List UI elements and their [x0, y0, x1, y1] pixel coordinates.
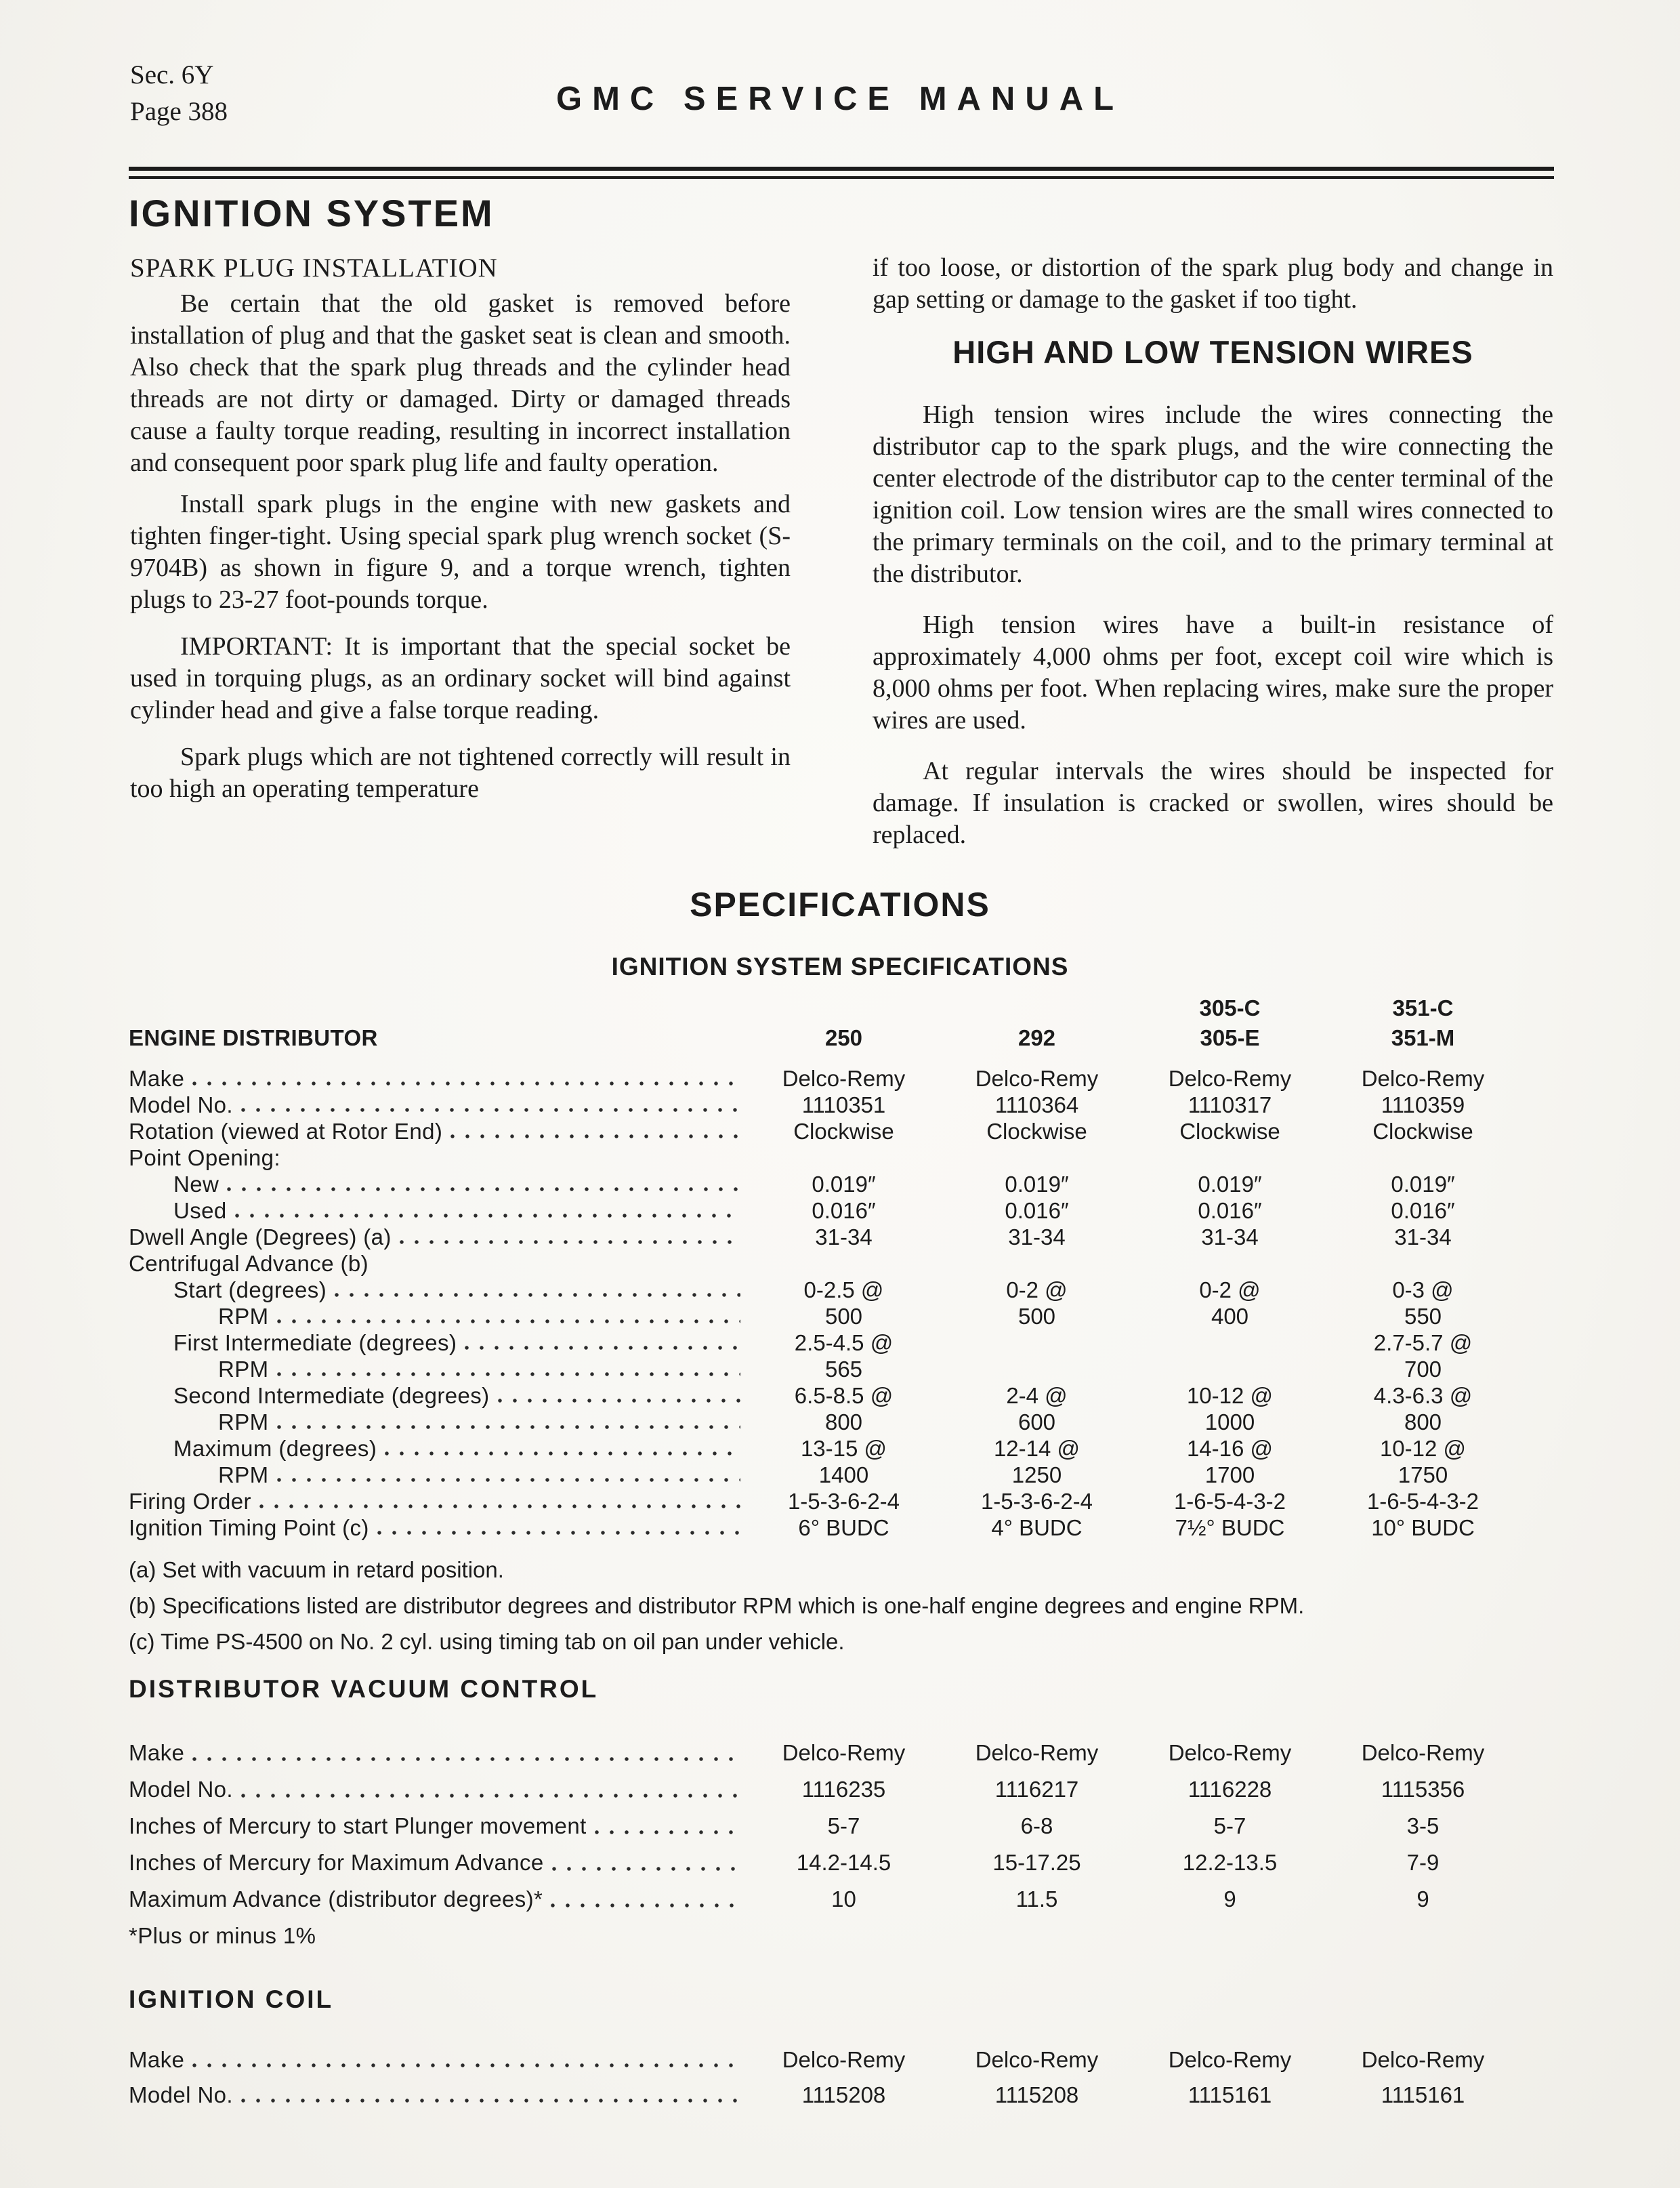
footnote: (b) Specifications listed are distributor degrees and distributor RPM which is one-half engine degrees and engine RPM. [129, 1593, 1305, 1618]
row-label: Point Opening: [129, 1145, 280, 1170]
cell-value [1133, 1250, 1326, 1277]
cell-value: 550 [1404, 1304, 1442, 1329]
table-row [129, 1092, 1551, 1118]
column-header: 250 [824, 1025, 863, 1050]
row-label: Used [173, 1198, 227, 1223]
paragraph: Be certain that the old gasket is removed before installation of plug and that the gasket seat is clean and smooth. Also check that the spark plug threads and the cylinder head threads are not dirty or damaged. Dirty or damaged threads cause a faulty torque reading, resulting in incorrect installation and consequent poor spark plug life and faulty operation. [130, 289, 791, 477]
row-label: Rotation (viewed at Rotor End) [129, 1119, 443, 1144]
row-label: Make [129, 2047, 185, 2072]
row-label: RPM [218, 1304, 269, 1329]
spec-table-header-row-bottom [129, 1025, 1551, 1051]
dot-leader [241, 1108, 740, 1112]
table-row [129, 1144, 1551, 1171]
table-row [129, 2042, 1551, 2078]
cell-value: Delco-Remy [1361, 2047, 1485, 2072]
cell-value: Delco-Remy [975, 2047, 1099, 2072]
column-header [747, 995, 940, 1021]
column-header: 351-C [1392, 995, 1454, 1020]
cell-value: 11.5 [1015, 1886, 1058, 1912]
cell-value: Delco-Remy [975, 1066, 1099, 1091]
cell-value: 1110359 [1381, 1092, 1465, 1117]
cell-value: Clockwise [1372, 1119, 1473, 1144]
cell-value: 31-34 [1008, 1224, 1066, 1250]
dot-leader [277, 1425, 740, 1429]
row-label: RPM [218, 1409, 269, 1434]
cell-value: 9 [1223, 1886, 1236, 1912]
cell-value [1133, 1144, 1326, 1171]
cell-value: 0.019″ [1198, 1172, 1262, 1197]
cell-value: 0-3 @ [1392, 1277, 1454, 1302]
table-row [129, 1277, 1551, 1303]
dot-leader [259, 1504, 740, 1508]
cell-value: Clockwise [1179, 1119, 1280, 1144]
cell-value: Delco-Remy [1168, 2047, 1292, 2072]
row-label: Centrifugal Advance (b) [129, 1251, 369, 1276]
vacuum-control-table [129, 1735, 1551, 1954]
cell-value: 10° BUDC [1371, 1515, 1475, 1540]
cell-value [940, 1144, 1133, 1171]
cell-value [1133, 1356, 1326, 1382]
row-label: Inches of Mercury to start Plunger movement [129, 1813, 587, 1838]
footnote: (c) Time PS-4500 on No. 2 cyl. using timing tab on oil pan under vehicle. [129, 1629, 845, 1654]
dot-leader [552, 1867, 740, 1871]
dot-leader [385, 1451, 740, 1456]
cell-value: 6.5-8.5 @ [794, 1383, 894, 1408]
row-label: *Plus or minus 1% [129, 1923, 316, 1948]
dot-leader [277, 1372, 740, 1376]
dot-leader [400, 1240, 740, 1244]
cell-value: 1116217 [994, 1777, 1079, 1802]
paragraph: High tension wires have a built-in resistance of approximately 4,000 ohms per foot, except coil wire which is 8,000 ohms per foot. When replacing wires, make sure the proper wires are used. [873, 611, 1553, 735]
dot-leader [192, 2063, 740, 2067]
cell-value: Delco-Remy [782, 2047, 906, 2072]
cell-value: 12.2-13.5 [1182, 1850, 1278, 1875]
cell-value: 9 [1416, 1886, 1429, 1912]
row-label: Model No. [129, 2082, 234, 2107]
row-label: Maximum Advance (distributor degrees)* [129, 1886, 543, 1912]
cell-value: 14-16 @ [1186, 1436, 1274, 1461]
table-row [129, 1250, 1551, 1277]
row-label: Make [129, 1740, 185, 1765]
cell-value: 1000 [1204, 1409, 1255, 1434]
cell-value: 1-5-3-6-2-4 [787, 1489, 900, 1514]
footnote: (a) Set with vacuum in retard position. [129, 1557, 504, 1582]
table-row [129, 1303, 1551, 1329]
dot-leader [335, 1293, 740, 1297]
cell-value [1133, 1329, 1326, 1356]
column-header: 351-M [1391, 1025, 1455, 1050]
specifications-title: SPECIFICATIONS [690, 886, 990, 924]
row-label: Second Intermediate (degrees) [173, 1383, 490, 1408]
table-row [129, 1735, 1551, 1771]
dot-leader [498, 1399, 740, 1403]
cell-value: 0.016″ [812, 1198, 876, 1223]
cell-value: 1110317 [1188, 1092, 1272, 1117]
row-label: Inches of Mercury for Maximum Advance [129, 1850, 544, 1875]
cell-value: Delco-Remy [1168, 1740, 1292, 1765]
cell-value: 1700 [1204, 1462, 1255, 1487]
cell-value: 0.016″ [1391, 1198, 1455, 1223]
spark-plug-installation-heading: SPARK PLUG INSTALLATION [130, 253, 498, 283]
cell-value: 2-4 @ [1006, 1383, 1068, 1408]
table-row [129, 1435, 1551, 1462]
paragraph: IMPORTANT: It is important that the special socket be used in torquing plugs, as an ordinary socket will bind against cylinder head and give a false torque reading. [130, 632, 791, 724]
row-label: Model No. [129, 1777, 234, 1802]
table-row [129, 1197, 1551, 1224]
row-label: Dwell Angle (Degrees) (a) [129, 1224, 392, 1250]
dot-leader [227, 1187, 740, 1191]
cell-value: 0.016″ [1005, 1198, 1069, 1223]
row-label: RPM [218, 1462, 269, 1487]
row-label: Model No. [129, 1092, 234, 1117]
cell-value: Clockwise [793, 1119, 894, 1144]
column-header [940, 995, 1133, 1021]
cell-value: 400 [1211, 1304, 1249, 1329]
paragraph: Spark plugs which are not tightened correctly will result in too high an operating temperature [130, 743, 791, 803]
cell-value: 0-2 @ [1199, 1277, 1261, 1302]
dot-leader [551, 1903, 740, 1907]
cell-value [1326, 1918, 1519, 1954]
dot-leader [277, 1319, 740, 1323]
row-label: RPM [218, 1357, 269, 1382]
cell-value: 7½° BUDC [1175, 1515, 1285, 1540]
specifications-subtitle: IGNITION SYSTEM SPECIFICATIONS [611, 953, 1069, 981]
cell-value [940, 1918, 1133, 1954]
cell-value: 5-7 [827, 1813, 860, 1838]
table-row [129, 1224, 1551, 1250]
row-label: New [173, 1172, 219, 1197]
ignition-spec-table [129, 1065, 1551, 1541]
header-rule-top [129, 167, 1554, 171]
cell-value [747, 1918, 940, 1954]
cell-value: 13-15 @ [800, 1436, 887, 1461]
table-row [129, 1329, 1551, 1356]
cell-value [940, 1250, 1133, 1277]
table-row [129, 1409, 1551, 1435]
dot-leader [241, 2099, 740, 2103]
cell-value: 500 [1017, 1304, 1056, 1329]
table-row [129, 1118, 1551, 1144]
table-row [129, 1356, 1551, 1382]
cell-value: 4.3-6.3 @ [1373, 1383, 1473, 1408]
cell-value: 10-12 @ [1379, 1436, 1467, 1461]
column-header: 305-E [1200, 1025, 1260, 1050]
cell-value: 14.2-14.5 [796, 1850, 891, 1875]
left-column [130, 252, 791, 814]
row-label: Firing Order [129, 1489, 251, 1514]
paragraph: Install spark plugs in the engine with new gaskets and tighten finger-tight. Using special spark plug wrench socket (S-9704B) as shown in figure 9, and a torque wrench, tighten plugs to 23-27 foot-pounds torque. [130, 490, 791, 614]
cell-value: 7-9 [1406, 1850, 1440, 1875]
cell-value: 5-7 [1213, 1813, 1246, 1838]
cell-value: 500 [824, 1304, 863, 1329]
cell-value: 3-5 [1406, 1813, 1440, 1838]
table-row [129, 1844, 1551, 1881]
dot-leader [235, 1214, 740, 1218]
dot-leader [277, 1478, 740, 1482]
row-label: Ignition Timing Point (c) [129, 1515, 369, 1540]
cell-value: 1-6-5-4-3-2 [1173, 1489, 1286, 1514]
cell-value: 2.7-5.7 @ [1373, 1330, 1473, 1355]
cell-value: 31-34 [1201, 1224, 1259, 1250]
cell-value: Delco-Remy [1168, 1066, 1292, 1091]
table-row [129, 1881, 1551, 1918]
cell-value: 0-2.5 @ [803, 1277, 884, 1302]
cell-value: 800 [1404, 1409, 1442, 1434]
page-number-label: Page 388 [130, 97, 228, 126]
dot-leader [192, 1081, 740, 1086]
cell-value: 1-6-5-4-3-2 [1366, 1489, 1479, 1514]
cell-value: 0-2 @ [1006, 1277, 1068, 1302]
cell-value: 1400 [818, 1462, 869, 1487]
table-row [129, 1808, 1551, 1844]
cell-value: 0.019″ [1005, 1172, 1069, 1197]
cell-value: 12-14 @ [993, 1436, 1080, 1461]
cell-value: 1116228 [1188, 1777, 1272, 1802]
cell-value: 6° BUDC [798, 1515, 889, 1540]
cell-value: 1116235 [801, 1777, 886, 1802]
cell-value: 1750 [1398, 1462, 1448, 1487]
cell-value: 1115161 [1381, 2082, 1465, 2107]
spec-table-header-row-top [129, 995, 1551, 1021]
column-header: 292 [1017, 1025, 1056, 1050]
cell-value: 2.5-4.5 @ [794, 1330, 894, 1355]
table-row [129, 1065, 1551, 1092]
cell-value: 1115208 [801, 2082, 886, 2107]
cell-value: 0.016″ [1198, 1198, 1262, 1223]
row-label: First Intermediate (degrees) [173, 1330, 457, 1355]
cell-value: 15-17.25 [992, 1850, 1081, 1875]
table-row [129, 1171, 1551, 1197]
cell-value [1133, 1918, 1326, 1954]
dot-leader [595, 1830, 740, 1834]
cell-value: 4° BUDC [991, 1515, 1083, 1540]
right-column [873, 252, 1553, 870]
dot-leader [241, 1794, 740, 1798]
cell-value: 10-12 @ [1186, 1383, 1274, 1408]
row-label: Make [129, 1066, 185, 1091]
cell-value: 31-34 [815, 1224, 873, 1250]
dot-leader [465, 1346, 740, 1350]
engine-distributor-header: ENGINE DISTRIBUTOR [129, 1025, 378, 1050]
table-row [129, 1488, 1551, 1514]
cell-value [940, 1329, 1133, 1356]
tension-wires-heading: HIGH AND LOW TENSION WIRES [952, 334, 1473, 370]
cell-value: 1115208 [994, 2082, 1079, 2107]
cell-value: 0.019″ [812, 1172, 876, 1197]
cell-value: 1110351 [801, 1092, 886, 1117]
row-label: Start (degrees) [173, 1277, 327, 1302]
cell-value [747, 1144, 940, 1171]
vacuum-control-heading: DISTRIBUTOR VACUUM CONTROL [129, 1675, 599, 1703]
manual-title: GMC SERVICE MANUAL [555, 81, 1125, 117]
paragraph: At regular intervals the wires should be inspected for damage. If insulation is cracked or swollen, wires should be replaced. [873, 757, 1553, 849]
cell-value: Delco-Remy [1361, 1066, 1485, 1091]
chapter-title: IGNITION SYSTEM [129, 192, 495, 234]
table-row [129, 1771, 1551, 1808]
table-row [129, 1514, 1551, 1541]
table-row [129, 1918, 1551, 1954]
cell-value [1326, 1250, 1519, 1277]
section-label: Sec. 6Y [130, 60, 214, 89]
column-header: 305-C [1199, 995, 1261, 1020]
table-row [129, 2078, 1551, 2113]
cell-value: 10 [831, 1886, 856, 1912]
cell-value: Delco-Remy [782, 1066, 906, 1091]
cell-value: Delco-Remy [782, 1740, 906, 1765]
cell-value: 1110364 [994, 1092, 1079, 1117]
cell-value: 600 [1017, 1409, 1056, 1434]
cell-value: Delco-Remy [975, 1740, 1099, 1765]
paragraph: if too loose, or distortion of the spark plug body and change in gap setting or damage to the gasket if too tight. [873, 253, 1553, 314]
dot-leader [377, 1531, 740, 1535]
cell-value: Clockwise [986, 1119, 1087, 1144]
cell-value [747, 1250, 940, 1277]
dot-leader [450, 1134, 740, 1138]
dot-leader [192, 1757, 740, 1761]
cell-value: 31-34 [1394, 1224, 1452, 1250]
cell-value: 565 [824, 1357, 863, 1382]
cell-value: 1115161 [1188, 2082, 1272, 2107]
footnotes [129, 1552, 1585, 1659]
cell-value: 1-5-3-6-2-4 [980, 1489, 1093, 1514]
cell-value: 800 [824, 1409, 863, 1434]
cell-value [940, 1356, 1133, 1382]
header-rule-bottom [129, 176, 1554, 179]
paragraph: High tension wires include the wires connecting the distributor cap to the spark plugs, and the wire connecting the center electrode of the distributor cap to the center terminal of the ignition coil. Low tension wires are the small wires connected to the primary terminals on the coil, and to the primary terminal at the distributor. [873, 400, 1553, 588]
row-label: Maximum (degrees) [173, 1436, 377, 1461]
ignition-coil-heading: IGNITION COIL [129, 1985, 334, 2013]
table-row [129, 1382, 1551, 1409]
cell-value: 6-8 [1020, 1813, 1053, 1838]
cell-value: 1250 [1011, 1462, 1062, 1487]
cell-value [1326, 1144, 1519, 1171]
cell-value: 700 [1404, 1357, 1442, 1382]
cell-value: 1115356 [1381, 1777, 1465, 1802]
cell-value: Delco-Remy [1361, 1740, 1485, 1765]
ignition-coil-table [129, 2042, 1551, 2113]
table-row [129, 1462, 1551, 1488]
cell-value: 0.019″ [1391, 1172, 1455, 1197]
